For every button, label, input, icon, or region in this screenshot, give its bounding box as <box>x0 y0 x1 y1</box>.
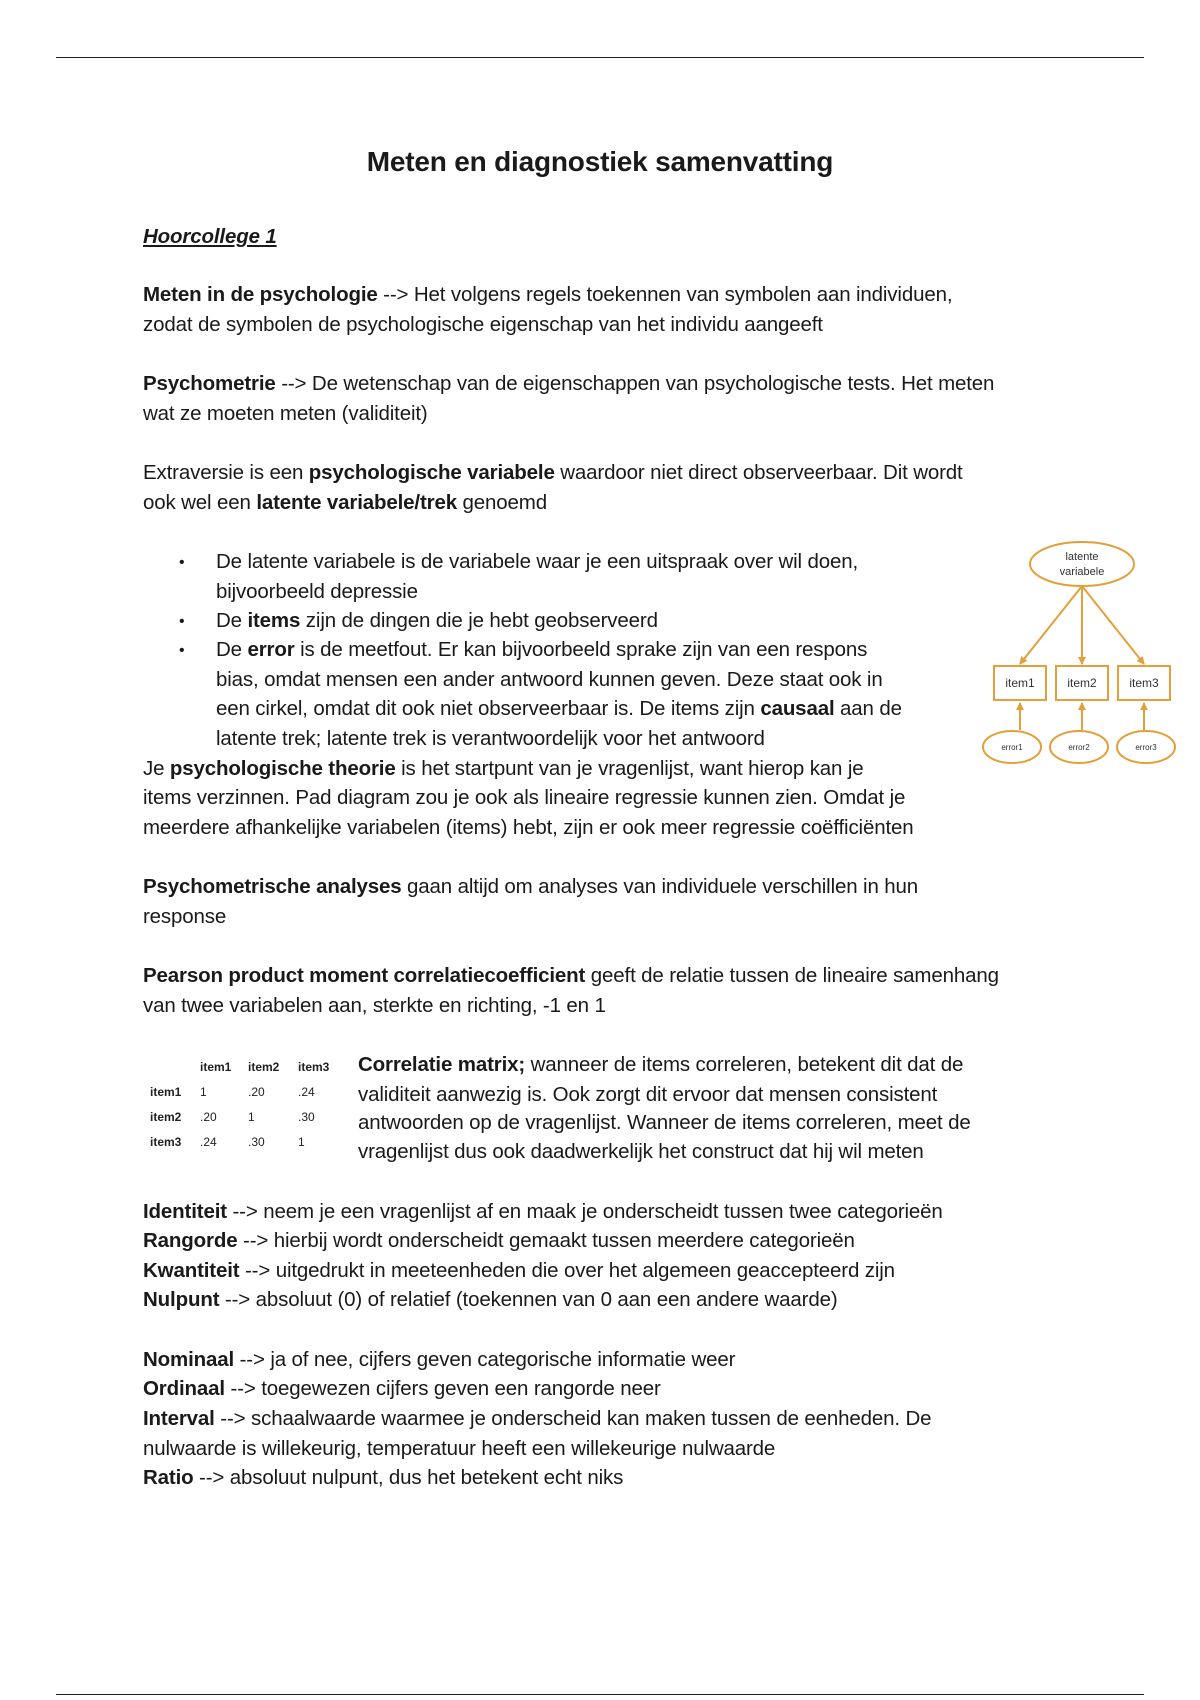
svg-text:error1: error1 <box>1001 743 1023 752</box>
bullet-3-line4: latente trek; latente trek is verantwoordelijk voor het antwoord <box>216 727 765 750</box>
latent-label-line1: latente <box>1065 551 1099 563</box>
term-psychologische-theorie: psychologische theorie <box>169 757 396 780</box>
correlation-matrix-table <box>150 1060 338 1154</box>
svg-text:error2: error2 <box>1068 743 1090 752</box>
table-cell: 1 <box>248 1109 255 1124</box>
row-label: item2 <box>150 1109 182 1124</box>
level-kwantiteit: Kwantiteit --> uitgedrukt in meeteenheden die over het algemeen geaccepteerd zijn <box>143 1259 895 1282</box>
definition-psychometrie-line1: Psychometrie --> De wetenschap van de eigenschappen van psychologische tests. Het meten <box>143 372 995 395</box>
definition-psychometrie-line2: wat ze moeten meten (validiteit) <box>143 402 428 425</box>
paragraph-correlatie-line4: vragenlijst dus ook daadwerkelijk het construct dat hij wil meten <box>358 1140 924 1163</box>
table-cell: .30 <box>248 1134 265 1149</box>
path-diagram <box>982 538 1182 778</box>
table-cell: 1 <box>298 1134 305 1149</box>
item-node <box>1056 666 1108 700</box>
top-rule <box>56 57 1144 58</box>
row-label: item1 <box>150 1084 182 1099</box>
term-correlatie-matrix: Correlatie matrix; <box>358 1053 526 1076</box>
level-rangorde: Rangorde --> hierbij wordt onderscheidt gemaakt tussen meerdere categorieën <box>143 1229 855 1252</box>
term-meten: Meten in de psychologie <box>143 283 378 306</box>
bullet-marker: • <box>179 642 185 659</box>
scale-nominaal: Nominaal --> ja of nee, cijfers geven categorische informatie weer <box>143 1348 736 1371</box>
svg-text:item2: item2 <box>1067 676 1097 690</box>
definition-meten-line1: Meten in de psychologie --> Het volgens regels toekennen van symbolen aan individuen, <box>143 283 953 306</box>
error-node <box>1117 731 1175 763</box>
term-psychometrische-analyses: Psychometrische analyses <box>143 875 402 898</box>
path-arrow <box>1020 586 1082 664</box>
svg-text:error3: error3 <box>1135 743 1157 752</box>
term-psychologische-variabele: psychologische variabele <box>308 461 555 484</box>
bullet-2-line1: De items zijn de dingen die je hebt geobserveerd <box>216 609 658 632</box>
paragraph-theorie-line1: Je psychologische theorie is het startpunt van je vragenlijst, want hierop kan je <box>143 757 864 780</box>
bullet-3-line2: bias, omdat mensen een ander antwoord kunnen geven. Deze staat ook in <box>216 668 883 691</box>
bullet-marker: • <box>179 613 185 630</box>
row-label: item3 <box>150 1134 182 1149</box>
path-arrow <box>1082 586 1144 664</box>
table-cell: .30 <box>298 1109 315 1124</box>
bullet-marker: • <box>179 554 185 571</box>
bottom-rule <box>56 1694 1144 1695</box>
scale-interval-line2: nulwaarde is willekeurig, temperatuur heeft een willekeurige nulwaarde <box>143 1437 776 1460</box>
table-cell: .20 <box>248 1084 265 1099</box>
level-identiteit: Identiteit --> neem je een vragenlijst af en maak je onderscheidt tussen twee categorieën <box>143 1200 943 1223</box>
table-cell: .20 <box>200 1109 217 1124</box>
table-row <box>150 1129 338 1154</box>
table-cell: 1 <box>200 1084 207 1099</box>
latent-label-line2: variabele <box>1059 566 1105 578</box>
paragraph-extraversie-line2: ook wel een latente variabele/trek genoemd <box>143 491 547 514</box>
item-node <box>1118 666 1170 700</box>
term-psychometrie: Psychometrie <box>143 372 276 395</box>
bullet-1-line2: bijvoorbeeld depressie <box>216 580 418 603</box>
paragraph-pearson-line2: van twee variabelen aan, sterkte en richting, -1 en 1 <box>143 994 606 1017</box>
table-row <box>150 1104 338 1129</box>
column-header: item1 <box>200 1060 232 1074</box>
column-header: item3 <box>298 1060 330 1074</box>
table-row <box>150 1079 338 1104</box>
scale-ratio: Ratio --> absoluut nulpunt, dus het betekent echt niks <box>143 1466 624 1489</box>
paragraph-theorie-line3: meerdere afhankelijke variabelen (items) hebt, zijn er ook meer regressie coëfficiënten <box>143 816 914 839</box>
table-cell: .24 <box>200 1134 217 1149</box>
bullet-3-line1: De error is de meetfout. Er kan bijvoorbeeld sprake zijn van een respons <box>216 638 868 661</box>
paragraph-extraversie-line1: Extraversie is een psychologische variabele waardoor niet direct observeerbaar. Dit wordt <box>143 461 963 484</box>
scale-ordinaal: Ordinaal --> toegewezen cijfers geven een rangorde neer <box>143 1377 661 1400</box>
svg-text:item3: item3 <box>1129 676 1159 690</box>
scale-interval: Interval --> schaalwaarde waarmee je onderscheid kan maken tussen de eenheden. De <box>143 1407 932 1430</box>
svg-text:item1: item1 <box>1005 676 1035 690</box>
paragraph-correlatie-line3: antwoorden op de vragenlijst. Wanneer de items correleren, meet de <box>358 1111 971 1134</box>
paragraph-theorie-line2: items verzinnen. Pad diagram zou je ook als lineaire regressie kunnen zien. Omdat je <box>143 786 906 809</box>
item-node <box>994 666 1046 700</box>
error-node <box>983 731 1041 763</box>
paragraph-analyses-line1: Psychometrische analyses gaan altijd om analyses van individuele verschillen in hun <box>143 875 918 898</box>
paragraph-correlatie-line2: validiteit aanwezig is. Ook zorgt dit ervoor dat mensen consistent <box>358 1083 938 1106</box>
paragraph-correlatie-line1: Correlatie matrix; wanneer de items correleren, betekent dit dat de <box>358 1053 964 1076</box>
paragraph-pearson-line1: Pearson product moment correlatiecoefficient geeft de relatie tussen de lineaire samenhang <box>143 964 999 987</box>
error-node <box>1050 731 1108 763</box>
column-header: item2 <box>248 1060 280 1074</box>
term-latente-variabele: latente variabele/trek <box>256 491 457 514</box>
latent-variable-node <box>1030 542 1134 586</box>
definition-meten-line2: zodat de symbolen de psychologische eigenschap van het individu aangeeft <box>143 313 823 336</box>
bullet-1-line1: De latente variabele is de variabele waar je een uitspraak over wil doen, <box>216 550 859 573</box>
section-heading: Hoorcollege 1 <box>143 225 277 248</box>
bullet-3-line3: een cirkel, omdat dit ook niet observeerbaar is. De items zijn causaal aan de <box>216 697 902 720</box>
level-nulpunt: Nulpunt --> absoluut (0) of relatief (toekennen van 0 aan een andere waarde) <box>143 1288 838 1311</box>
page-title: Meten en diagnostiek samenvatting <box>366 146 834 177</box>
table-cell: .24 <box>298 1084 315 1099</box>
paragraph-analyses-line2: response <box>143 905 227 928</box>
term-pearson: Pearson product moment correlatiecoefficient <box>143 964 586 987</box>
